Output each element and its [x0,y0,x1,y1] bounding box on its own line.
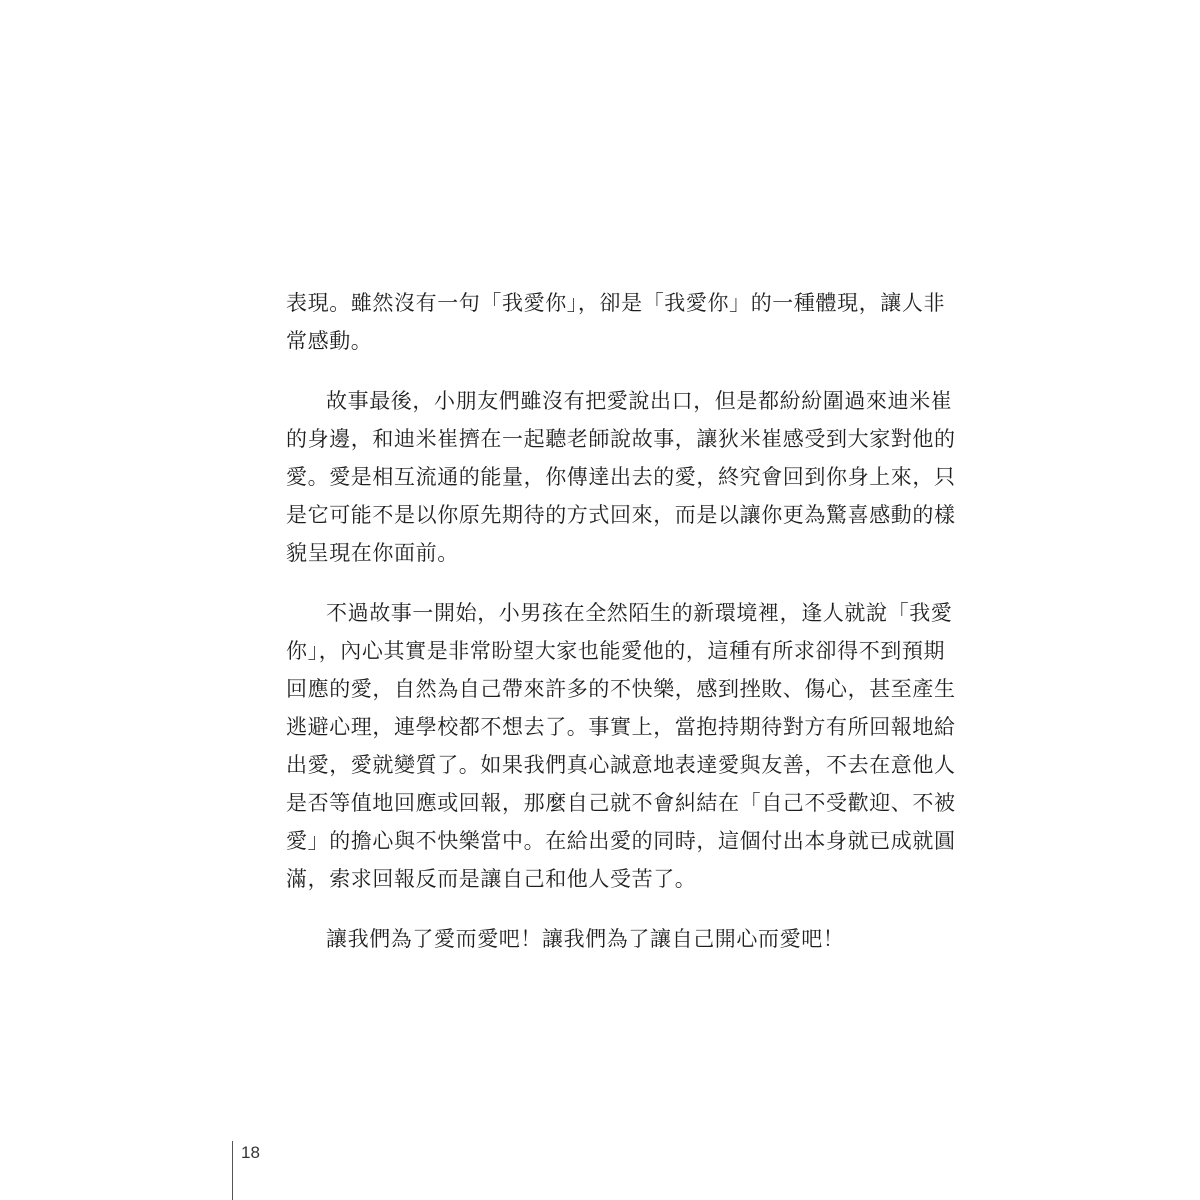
paragraph-gap [286,572,918,594]
text-line: 不過故事一開始，小男孩在全然陌生的新環境裡，逢人就說「我愛 [326,601,953,625]
text-line: 是否等值地回應或回報，那麼自己就不會糾結在「自己不受歡迎、不被 [286,791,956,815]
paragraph-gap [286,360,918,382]
paragraph [286,594,956,898]
text-line: 故事最後，小朋友們雖沒有把愛說出口，但是都紛紛圍過來迪米崔 [326,389,953,413]
page-number: 18 [241,1143,260,1162]
text-line: 表現。雖然沒有一句「我愛你」，卻是「我愛你」的一種體現，讓人非 [286,291,946,315]
paragraph-gap [286,898,918,920]
text-line: 的身邊，和迪米崔擠在一起聽老師說故事，讓狄米崔感受到大家對他的 [286,427,956,451]
text-line: 是它可能不是以你原先期待的方式回來，而是以讓你更為驚喜感動的樣 [286,503,956,527]
text-line: 滿，索求回報反而是讓自己和他人受苦了。 [286,867,697,891]
page-number-divider [232,1141,233,1200]
paragraph [286,920,918,958]
text-line: 讓我們為了愛而愛吧！讓我們為了讓自己開心而愛吧！ [326,927,845,951]
text-line: 常感動。 [286,329,373,353]
text-line: 貌呈現在你面前。 [286,541,459,565]
paragraph [286,284,946,360]
text-line: 愛」的擔心與不快樂當中。在給出愛的同時，這個付出本身就已成就圓 [286,829,956,853]
text-line: 逃避心理，連學校都不想去了。事實上，當抱持期待對方有所回報地給 [286,715,956,739]
text-line: 回應的愛，自然為自己帶來許多的不快樂，感到挫敗、傷心，甚至產生 [286,677,956,701]
body-text [286,284,956,958]
text-line: 你」，內心其實是非常盼望大家也能愛他的，這種有所求卻得不到預期 [286,639,946,663]
text-line: 出愛，愛就變質了。如果我們真心誠意地表達愛與友善，不去在意他人 [286,753,956,777]
paragraph [286,382,956,572]
text-line: 愛。愛是相互流通的能量，你傳達出去的愛，終究會回到你身上來，只 [286,465,956,489]
